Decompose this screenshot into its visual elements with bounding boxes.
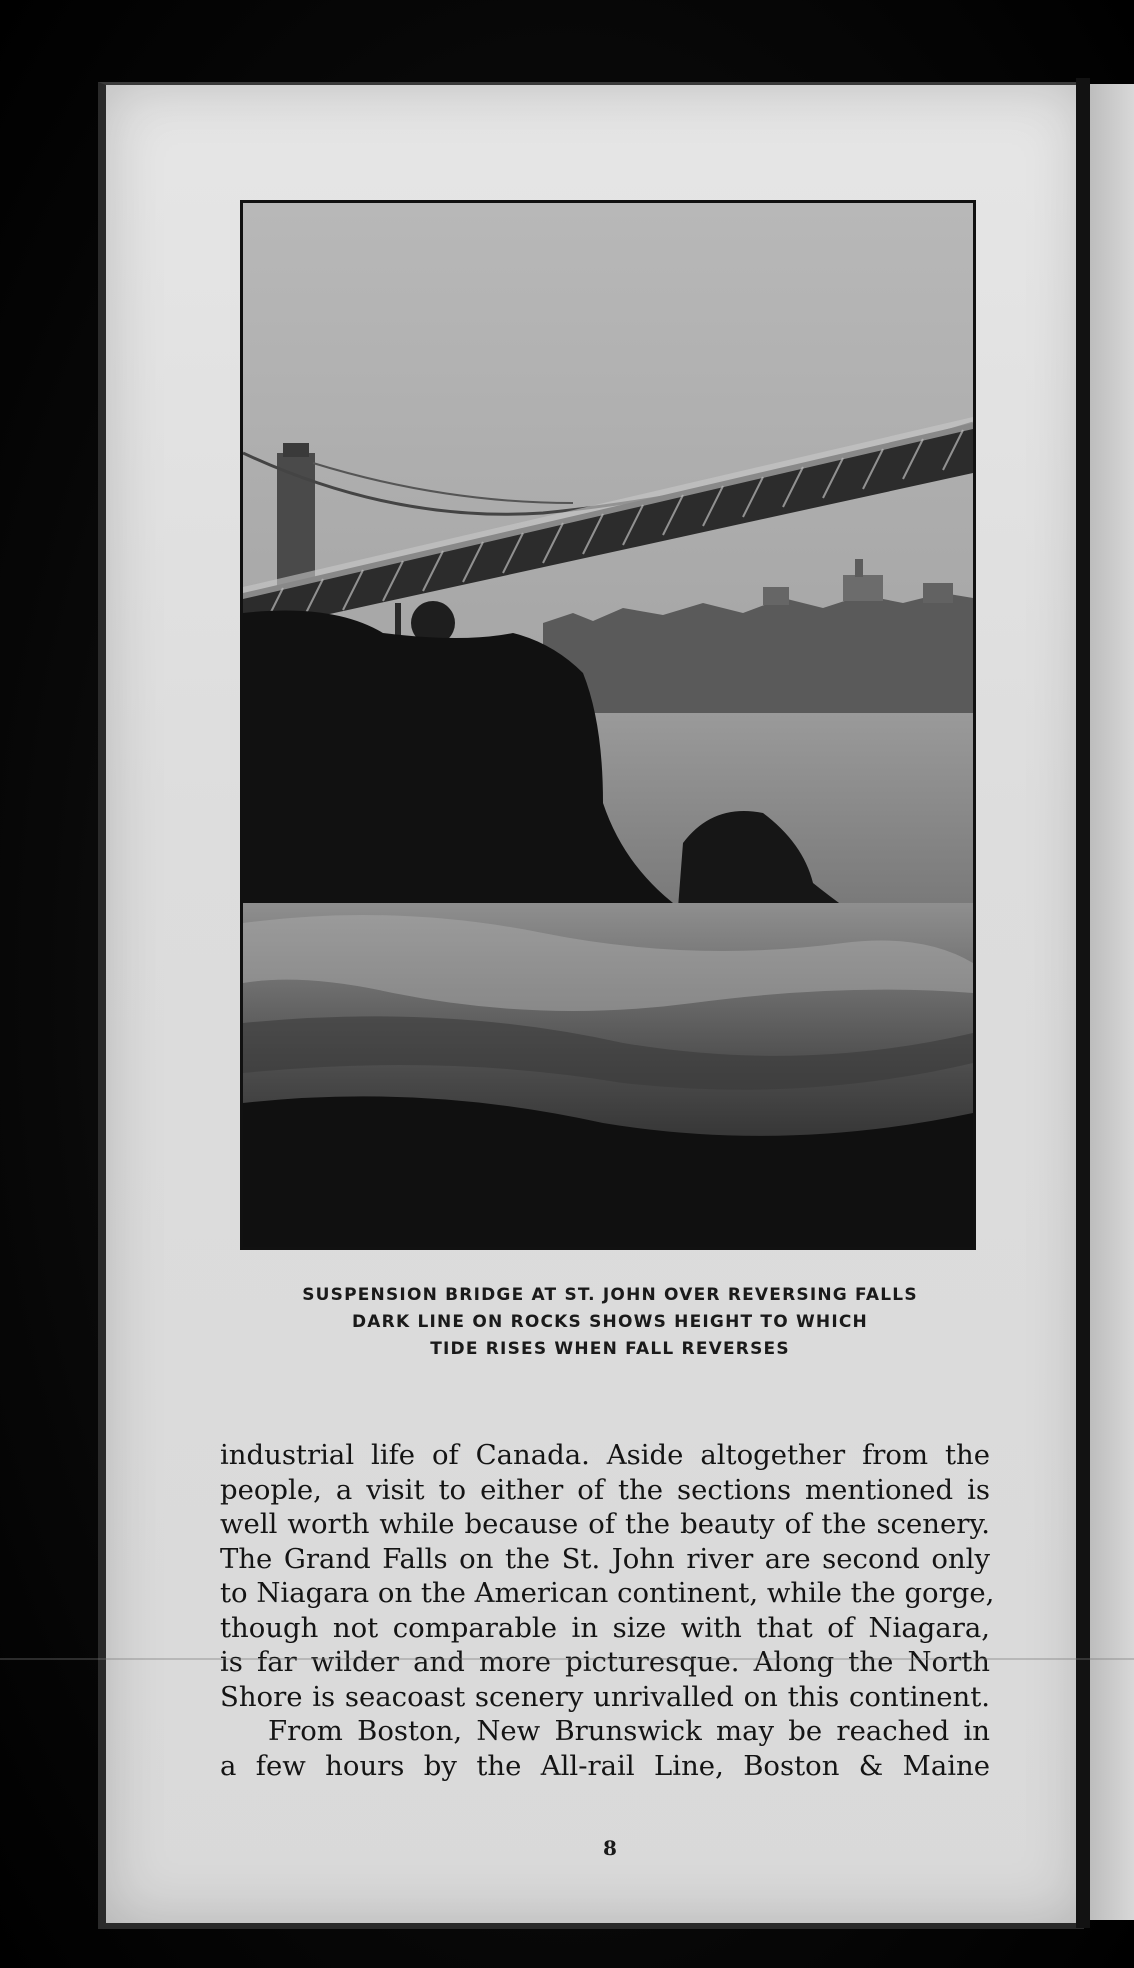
text-line: a few hours by the All-rail Line, Boston & Maine: [220, 1749, 990, 1782]
photo-caption: [180, 1282, 1040, 1363]
bridge-photo-image: [243, 203, 973, 1247]
text-line: is far wilder and more picturesque. Along the North: [220, 1646, 990, 1678]
text-line: though not comparable in size with that of Niagara,: [220, 1611, 990, 1644]
text-line: well worth while because of the beauty of the scenery.: [220, 1508, 990, 1540]
book-gutter: [1076, 78, 1090, 1928]
adjacent-page-edge: [1090, 84, 1134, 1920]
text-line: people, a visit to either of the sections mentioned is: [220, 1473, 990, 1506]
body-paragraph: [220, 1438, 995, 1783]
text-line: Shore is seacoast scenery unrivalled on this continent.: [220, 1680, 990, 1713]
caption-line: DARK LINE ON ROCKS SHOWS HEIGHT TO WHICH: [352, 1312, 868, 1332]
text-line: industrial life of Canada. Aside altogether from the: [220, 1439, 990, 1471]
caption-line: TIDE RISES WHEN FALL REVERSES: [430, 1339, 790, 1359]
caption-line: SUSPENSION BRIDGE AT ST. JOHN OVER REVERSING FALLS: [302, 1285, 918, 1305]
scan-crease-line: [0, 1658, 1134, 1660]
text-line: to Niagara on the American continent, while the gorge,: [220, 1577, 995, 1609]
page-number: 8: [603, 1836, 617, 1860]
text-line: From Boston, New Brunswick may be reached in: [268, 1715, 990, 1747]
photograph: [240, 200, 976, 1250]
text-line: The Grand Falls on the St. John river are second only: [220, 1542, 990, 1575]
